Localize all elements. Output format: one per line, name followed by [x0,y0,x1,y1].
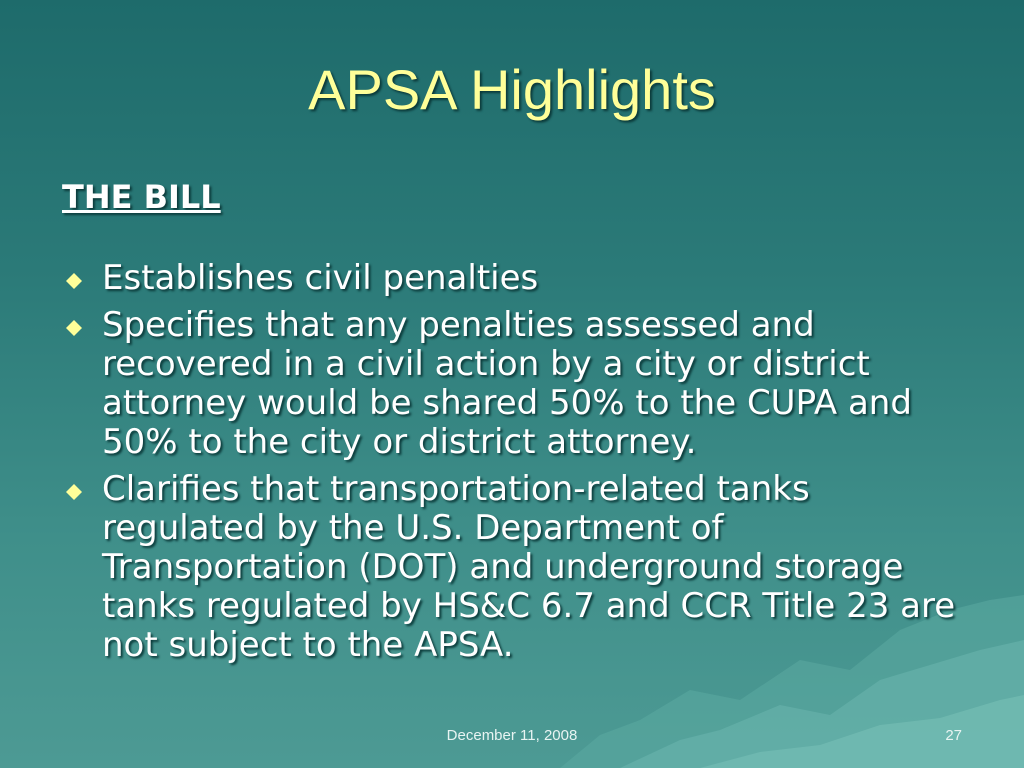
footer-date: December 11, 2008 [446,727,578,744]
bullet-item [62,259,962,298]
bullet-text: Establishes civil penalties [102,258,539,298]
diamond-bullet-icon [66,320,82,336]
section-heading: THE BILL [62,178,221,216]
bullet-list [62,259,962,673]
slide-title: APSA Highlights [308,58,716,121]
diamond-bullet-icon [66,484,82,500]
bullet-text: Specifies that any penalties assessed and recovered in a civil action by a city or district attorney would be shared 50% to the CUPA and 50% to the city or district attorney. [102,305,912,462]
bullet-text: Clarifies that transportation-related tanks regulated by the U.S. Department of Transportation (DOT) and underground storage tanks regulated by HS&C 6.7 and CCR Title 23 are not subject to the APSA. [102,469,956,665]
bullet-item [62,470,962,665]
bullet-item [62,306,962,462]
diamond-bullet-icon [66,273,82,289]
page-number: 27 [945,727,962,744]
